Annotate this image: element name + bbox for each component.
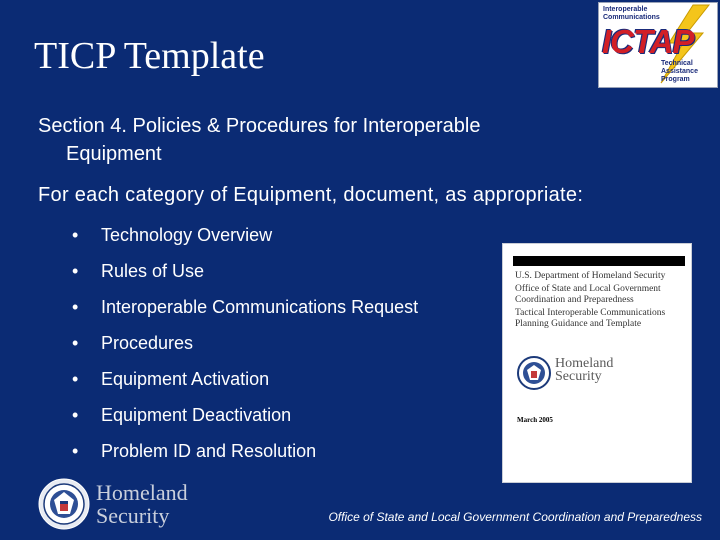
logo-bottom-text-2: Assistance [661,68,698,75]
bullet-dot: • [72,441,79,461]
doc-date: March 2005 [517,416,553,424]
bullet-dot: • [72,405,79,425]
bullet-text: Technology Overview [101,225,273,245]
doc-brand-top: Homeland [555,356,614,371]
doc-line-1: U.S. Department of Homeland Security [515,271,666,281]
ictap-logo [598,2,718,88]
bullet-list [72,222,418,474]
footer-brand [96,481,188,527]
bullet-item [72,258,418,294]
bullet-dot: • [72,261,79,281]
bullet-item [72,330,418,366]
doc-brand-bottom: Security [555,369,602,384]
bullet-dot: • [72,297,79,317]
logo-bottom-text-3: Program [661,76,690,83]
section-heading-line1: Section 4. Policies & Procedures for Interoperable [38,115,481,137]
doc-line-3: Coordination and Preparedness [515,295,634,305]
dhs-seal-icon [38,478,90,530]
logo-bottom-text-1: Technical [661,60,693,67]
bullet-item [72,438,418,474]
ictap-brand: ICTAP [602,23,694,60]
logo-top-text-2: Communications [603,14,660,21]
footer-brand-top: Homeland [96,480,188,505]
bullet-text: Equipment Deactivation [101,405,292,425]
bullet-text: Problem ID and Resolution [101,441,317,461]
bullet-item [72,366,418,402]
footer-office: Office of State and Local Government Coordination and Preparedness [328,510,702,524]
doc-line-5: Planning Guidance and Template [515,319,642,329]
bullet-text: Rules of Use [101,261,205,281]
bullet-text: Interoperable Communications Request [101,297,419,317]
section-heading [38,112,480,168]
doc-brand [555,357,613,383]
bullet-item [72,402,418,438]
doc-header-bar [513,256,685,266]
doc-line-4: Tactical Interoperable Communications [515,308,666,318]
bullet-item [72,294,418,330]
document-thumbnail [502,243,692,483]
footer-brand-bottom: Security [96,503,170,528]
lead-text: For each category of Equipment, document, as appropriate: [38,184,584,206]
bullet-text: Equipment Activation [101,369,270,389]
bullet-text: Procedures [101,333,194,353]
bullet-item [72,222,418,258]
dhs-seal-icon [517,356,551,390]
bullet-dot: • [72,225,79,245]
bullet-dot: • [72,333,79,353]
bullet-dot: • [72,369,79,389]
slide-title: TICP Template [34,35,265,77]
section-heading-line2: Equipment [66,143,162,165]
logo-top-text-1: Interoperable [603,6,648,13]
doc-line-2: Office of State and Local Government [515,284,661,294]
